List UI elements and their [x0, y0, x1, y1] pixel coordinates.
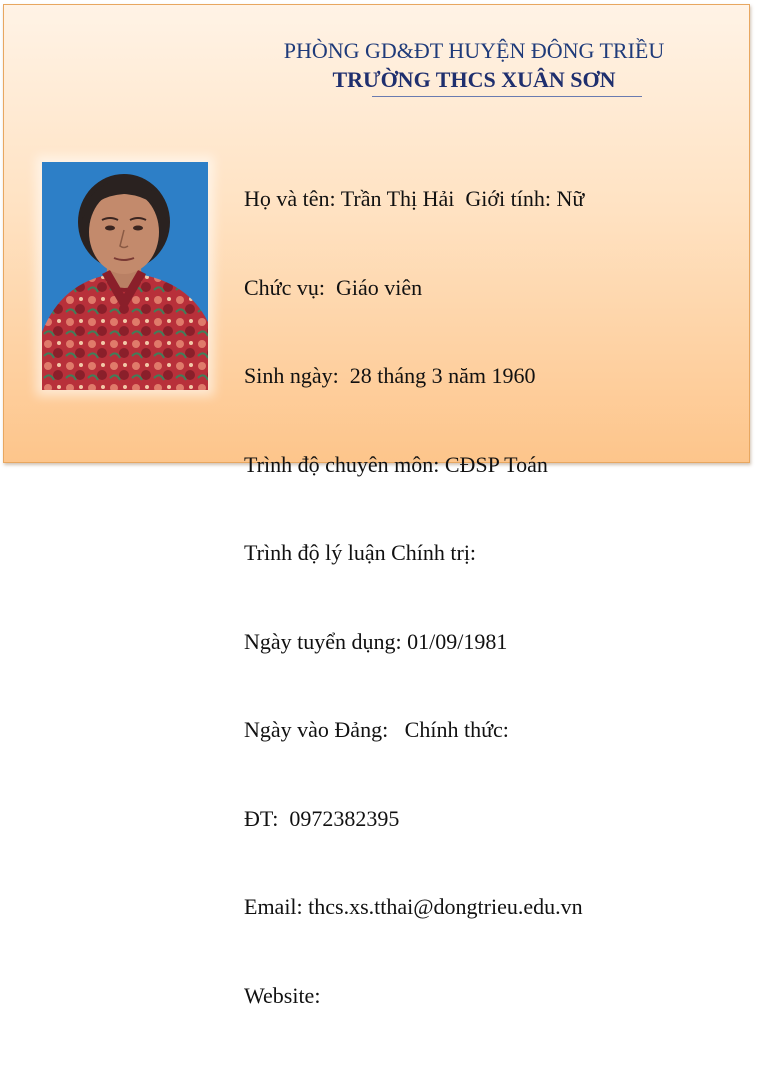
profile-info — [244, 125, 584, 1069]
school-name: TRƯỜNG THCS XUÂN SƠN — [332, 67, 616, 92]
info-birth-date: Sinh ngày: 28 tháng 3 năm 1960 — [244, 363, 536, 388]
info-website: Website: — [244, 982, 321, 1008]
profile-card — [3, 4, 750, 1008]
portrait-photo — [42, 162, 208, 390]
info-hire-date: Ngày tuyển dụng: 01/09/1981 — [244, 628, 508, 654]
portrait-icon — [42, 162, 208, 390]
info-email: Email: thcs.xs.tthai@dongtrieu.edu.vn — [244, 894, 583, 919]
info-qualification: Trình độ chuyên môn: CĐSP Toán — [244, 451, 548, 477]
org-name: PHÒNG GD&ĐT HUYỆN ĐÔNG TRIỀU — [283, 38, 665, 63]
info-party-date: Ngày vào Đảng: Chính thức: — [244, 717, 509, 742]
title-underline — [372, 96, 642, 97]
info-political-theory: Trình độ lý luận Chính trị: — [244, 540, 477, 565]
info-position: Chức vụ: Giáo viên — [244, 274, 423, 300]
info-full-name: Họ và tên: Trần Thị Hải Giới tính: Nữ — [244, 186, 585, 211]
info-phone: ĐT: 0972382395 — [244, 805, 400, 831]
